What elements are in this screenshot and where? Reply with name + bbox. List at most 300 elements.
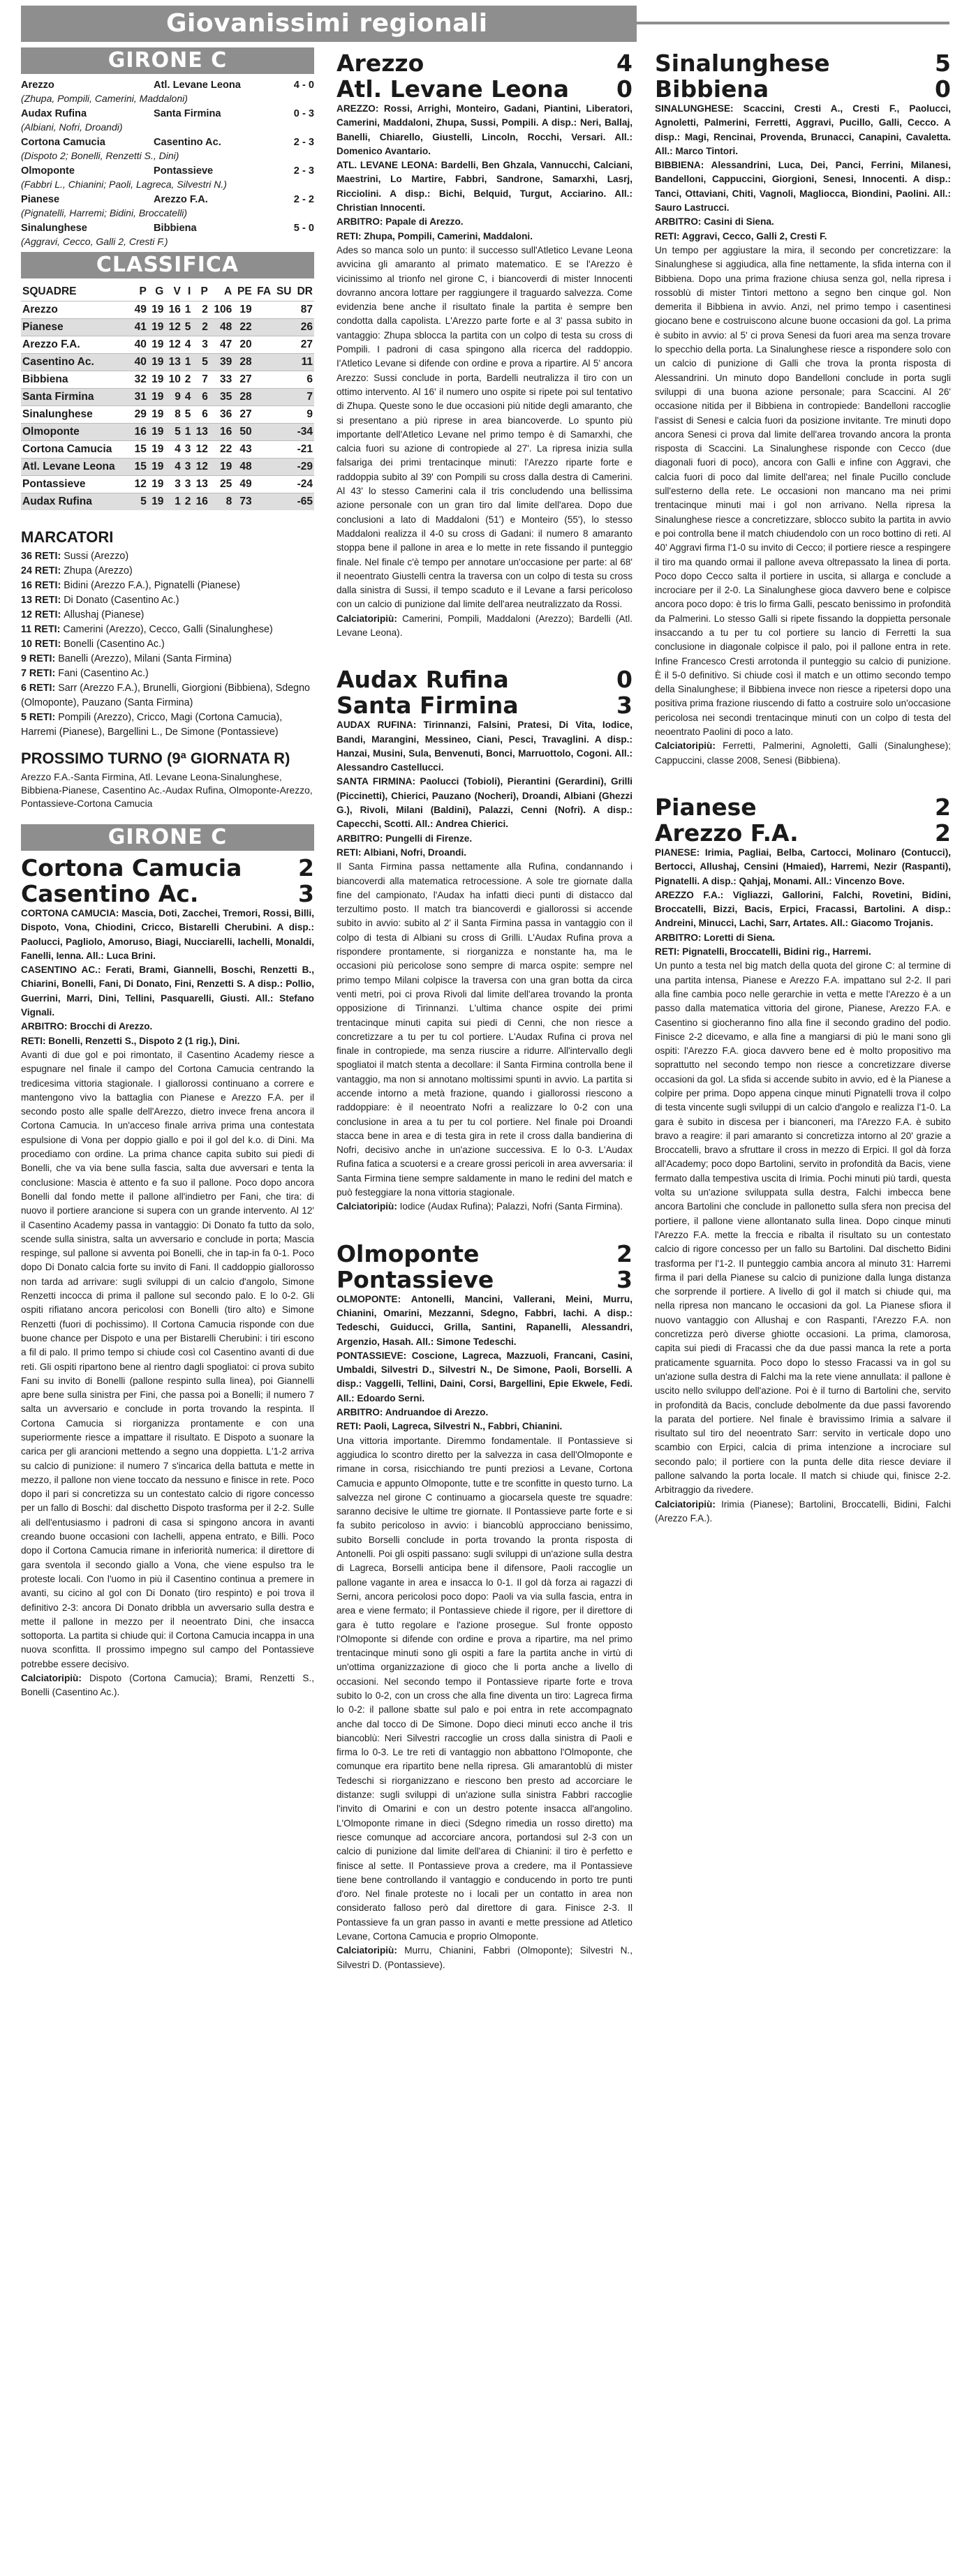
- marcatori-item: [21, 667, 314, 681]
- match-report: [21, 855, 314, 1700]
- classifica-cell: 48: [209, 318, 233, 336]
- match-home-team: Cortona Camucia: [21, 855, 242, 881]
- match-header: [655, 50, 951, 102]
- classifica-col-header: I: [188, 285, 191, 297]
- classifica-cell: 12: [192, 458, 209, 475]
- match-calciatori: [21, 1672, 314, 1700]
- classifica-cell: 12: [165, 318, 182, 336]
- classifica-cell: Arezzo: [21, 301, 131, 318]
- calciatori-label: Calciatoripiù:: [336, 1945, 405, 1956]
- marcatori-names: Di Donato (Casentino Ac.): [64, 595, 179, 606]
- classifica-col-header: FA: [257, 285, 272, 297]
- classifica-col-header: A: [224, 285, 232, 297]
- match-gap: [336, 640, 633, 664]
- classifica-cell: 27: [233, 371, 253, 388]
- classifica-cell: Arezzo F.A.: [21, 336, 131, 353]
- lineup-label: AREZZO:: [336, 103, 384, 114]
- match-home-team: Olmoponte: [336, 1240, 480, 1267]
- match-away-team: Casentino Ac.: [21, 881, 199, 907]
- classifica-cell: 6: [192, 405, 209, 423]
- classifica-col-header: SU: [276, 285, 292, 297]
- match-home-score: 2: [935, 793, 951, 821]
- marcatori-reti: 36 RETI:: [21, 551, 64, 562]
- classifica-cell: 2: [182, 371, 193, 388]
- result-scorers: (Aggravi, Cecco, Galli 2, Cresti F.): [21, 236, 168, 247]
- classifica-cell: 16: [131, 423, 147, 440]
- classifica-cell: 19: [209, 458, 233, 475]
- classifica-cell: 19: [148, 353, 165, 371]
- match-lineup: [336, 102, 633, 158]
- match-body: Il Santa Firmina passa nettamente alla Rufina, condannando i biancoverdi alla matematica retrocessione. A sole tre giornate dalla fine del campionato, l'Audax ha infatti dieci punti di distacco dal terzultimo posto. Il match tra biancoverdi e giallorossi si accende subito in avvio: subito al 2' il Santa Firmina passa in vantaggio con il colpo di testa di Albiani su cross di Grilli. L'Audax Rufina prova a rispondere prontamente, si riorganizza e nonstante ha, ma le occasioni più pericolose sono sempre di marca ospite: sempre nel primo tempo Milani colpisce la traversa con una gran botta da circa venti metri, poi ci prova Rivoli dal limite dell'area trovando la pronta opposizione di Tirinnanzi. L'ultima chance ospite dei primi trentacinque minuti capita sui piedi di Cenni, che non riesce a concretizzare a tu per tu col portiere. L'Audax Rufina ci prova nel finale in contropiede, ma senza riuscire a ridurre. All'intervallo degli spogliatoi il match stenta a decollare: il Santa Firmina controlla bene il vantaggio, ma non si annotano moltissimi spunti in avvio. La partita si accende intorno a metà frazione, quando i giallorossi riescono a raddoppiare: è il neoentrato Nofri a realizzare lo 0-2 con una conclusione in area a tu per tu col portiere. Nel finale poi Droandi stacca bene in area e di testa gira in rete il cross dalla bandierina di Nofri, decisivo anche in un'azione successiva. E lo 0-3. L'Audax Rufina fatica a scuotersi e a creare grossi pericoli in area avversaria: il Santa Firmina tiene sempre saldamente in mano le redini del match e può festeggiare la nona vittoria stagionale.: [336, 861, 633, 1198]
- match-away-team: Pontassieve: [336, 1266, 494, 1293]
- result-home: Arezzo: [21, 80, 54, 91]
- classifica-cell: 19: [148, 318, 165, 336]
- classifica-col-header: G: [155, 285, 164, 297]
- lineup-label: RETI:: [655, 230, 682, 241]
- marcatori-reti: 9 RETI:: [21, 653, 59, 664]
- lineup-text: Andruandoe di Arezzo.: [385, 1407, 489, 1418]
- match-calciatori: [336, 612, 633, 641]
- classifica-cell: 16: [165, 301, 182, 318]
- classifica-row: [21, 440, 314, 458]
- classifica-row: [21, 336, 314, 353]
- marcatori-names: Allushaj (Pianese): [64, 609, 145, 620]
- classifica-col-header: PE: [237, 285, 252, 297]
- classifica-cell: 12: [165, 336, 182, 353]
- lineup-text: Brocchi di Arezzo.: [70, 1021, 153, 1032]
- match-away-score: 0: [616, 75, 633, 103]
- match-lineup: [336, 832, 633, 846]
- lineup-label: RETI:: [655, 946, 683, 958]
- classifica-cell: 39: [209, 353, 233, 371]
- marcatori-item: [21, 564, 314, 579]
- match-lineup: [21, 907, 314, 963]
- classifica-cell: 7: [192, 371, 209, 388]
- classifica-cell: 49: [233, 475, 253, 493]
- match-lineup: [655, 215, 951, 229]
- match-lineup: [336, 230, 633, 244]
- match-away-row: [655, 820, 951, 846]
- classifica-cell: 3: [182, 475, 193, 493]
- result-away: Casentino Ac.: [154, 137, 221, 148]
- classifica-cell: 1: [182, 301, 193, 318]
- calciatori-text: Murru, Chianini, Fabbri (Olmoponte); Silvestri N., Silvestri D. (Pontassieve).: [336, 1945, 633, 1970]
- lineup-text: Albiani, Nofri, Droandi.: [363, 847, 467, 858]
- match-home-score: 5: [935, 50, 951, 77]
- marcatori-reti: 6 RETI:: [21, 683, 59, 694]
- classifica-cell: 29: [131, 405, 147, 423]
- classifica-row: [21, 405, 314, 423]
- classifica-cell: 12: [131, 475, 147, 493]
- classifica-cell: 19: [148, 336, 165, 353]
- classifica-cell: 40: [131, 336, 147, 353]
- lineup-text: Irimia, Pagliai, Belba, Cartocci, Molinaro (Contucci), Bertocci, Allushaj, Censini (Hmaied), Harremi, Nezir (Raspanti), Pignatelli. A disp.: Qahjaj, Monami. All.: Vincenzo Bove.: [655, 847, 951, 886]
- calciatori-label: Calciatoripiù:: [655, 740, 723, 752]
- column-left: [21, 47, 314, 2560]
- classifica-row: [21, 301, 314, 318]
- marcatori-names: Bidini (Arezzo F.A.), Pignatelli (Pianese): [64, 580, 240, 591]
- lineup-label: RETI:: [21, 1035, 49, 1046]
- marcatori-item: [21, 681, 314, 710]
- marcatori-reti: 7 RETI:: [21, 668, 59, 679]
- lineup-label: ATL. LEVANE LEONA:: [336, 160, 441, 171]
- classifica-cell: Sinalunghese: [21, 405, 131, 423]
- match-lineup: [655, 931, 951, 945]
- match-lineup: [336, 215, 633, 229]
- match-lineup: [655, 158, 951, 215]
- classifica-cell: 50: [233, 423, 253, 440]
- match-lineup: [655, 230, 951, 244]
- result-away: Bibbiena: [154, 223, 197, 234]
- calciatori-label: Calciatoripiù:: [655, 1498, 722, 1510]
- match-home-score: 0: [616, 666, 633, 694]
- lineup-label: RETI:: [336, 1421, 364, 1432]
- classifica-cell: 9: [165, 388, 182, 405]
- classifica-cell: 22: [233, 318, 253, 336]
- marcatori-names: Zhupa (Arezzo): [64, 565, 133, 576]
- lineup-label: CASENTINO AC.:: [21, 965, 106, 976]
- lineup-label: ARBITRO:: [655, 932, 704, 943]
- marcatori-list: [21, 549, 314, 740]
- result-row: [21, 107, 314, 121]
- classifica-header-row: [21, 283, 314, 301]
- match-away-team: Santa Firmina: [336, 692, 519, 719]
- match-lineup: [655, 945, 951, 959]
- lineup-text: Papale di Arezzo.: [385, 216, 464, 228]
- lineup-text: Aggravi, Cecco, Galli 2, Cresti F.: [681, 230, 827, 241]
- match-away-score: 0: [935, 75, 951, 103]
- match-away-score: 3: [616, 1265, 633, 1293]
- lineup-label: ARBITRO:: [655, 216, 704, 228]
- marcatori-names: Bonelli (Casentino Ac.): [64, 639, 165, 650]
- classifica-cell: 19: [233, 301, 253, 318]
- classifica-cell: -65: [253, 493, 314, 510]
- match-home-score: 2: [616, 1239, 633, 1267]
- match-calciatori: [336, 1200, 633, 1214]
- classifica-cell: 19: [148, 423, 165, 440]
- classifica-cell: 2: [192, 301, 209, 318]
- result-score: 2 - 3: [293, 165, 314, 177]
- column-right: [655, 47, 951, 2560]
- match-article: [336, 1293, 633, 1972]
- match-lineup: [336, 846, 633, 860]
- match-home-team: Arezzo: [336, 50, 424, 76]
- match-home-row: [336, 667, 633, 692]
- calciatori-text: Dispoto (Cortona Camucia); Brami, Renzetti S., Bonelli (Casentino Ac.).: [21, 1673, 314, 1698]
- marcatori-item: [21, 579, 314, 593]
- classifica-cell: Audax Rufina: [21, 493, 131, 510]
- prossimo-turno-text: Arezzo F.A.-Santa Firmina, Atl. Levane Leona-Sinalunghese, Bibbiena-Pianese, Casentino Ac.-Audax Rufina, Olmoponte-Arezzo, Pontassieve-Cortona Camucia: [21, 771, 313, 809]
- classifica-cell: 19: [148, 388, 165, 405]
- classifica-cell: 43: [233, 440, 253, 458]
- classifica-cell: 32: [131, 371, 147, 388]
- result-score: 2 - 3: [293, 137, 314, 148]
- classifica-cell: 3: [182, 458, 193, 475]
- classifica-cell: -29: [253, 458, 314, 475]
- lineup-text: Loretti di Siena.: [704, 932, 776, 943]
- classifica-cell: 35: [209, 388, 233, 405]
- girone-header-2: GIRONE C: [21, 824, 314, 851]
- result-score: 0 - 3: [293, 108, 314, 119]
- classifica-col-header: P: [139, 285, 147, 297]
- column-middle: [336, 47, 633, 2560]
- result-score: 5 - 0: [293, 223, 314, 234]
- classifica-cell: 19: [148, 440, 165, 458]
- marcatori-item: [21, 593, 314, 608]
- match-gap: [336, 1214, 633, 1238]
- match-home-row: [336, 1241, 633, 1267]
- match-body: Ades so manca solo un punto: il successo sull'Atletico Levane Leona avvicina gli amaranto al primato matematico. E se l'Arezzo è vicinissimo al trionfo nel girone C, i biancoverdi di mister Innocenti dovranno ancora lottare per raggiungere il traguardo salvezza. Come evidenzia bene anche il risultato finale la partita è sempre ben condotta dalla capolista. L'Arezzo parte forte e al 3' passa subito in vantaggio: Zhupa sblocca la partita con un colpo di testa su cross di Pompili. I padroni di casa spingono alla ricerca del raddoppio. I'Atletico Levane si difende con ordine e prova a ripartire. Al 5' ancora Arezzo: Sussi conclude in porta, Bardelli neutralizza il tiro con un ottimo intervento. Al 16' il numero uno ospite si ripete poi sul tentativo di Zhupa. Queste sono le due occasioni più nitide degli amaranto, che si presentano a più riprese in area biancoverde. Lo spunto più importante dell'Atletico Levane nel primo tempo è di Samarxhi, che calcia fuori su azione di contropiede al 27'. La ripresa inizia sulla falsariga dei primi trentacinque minuti: l'Arezzo riparte forte e raddoppia subito al 39' con Pompili su cross dalla destra di Camerini. Al 43' lo stesso Camerini cala il tris concludendo una bellissima azione personale con un gran tiro dal limite dell'area. Dopo due conclusioni a lato di Maddaloni (51') e Monteiro (55'), lo stesso Maddaloni realizza il 4-0 su cross di Gadani: il numero 8 amaranto stoppa bene il pallone in area e lo mette in rete fissando il punteggio finale. Nel finale c'è tempo per annotare un'occasione per parte: al 68' il neoentrato Giustelli centra la traversa con un colpo di testa su cross dalla sinistra di Sussi, il tempo scaduto e il Levane a farsi pericoloso con un calcio di punizione dal limite dell'area neutralizzato da Rossi.: [336, 244, 633, 610]
- marcatori-reti: 12 RETI:: [21, 609, 64, 620]
- match-away-row: [336, 1267, 633, 1293]
- match-article: [655, 846, 951, 1526]
- match-article: [336, 102, 633, 640]
- result-home: Cortona Camucia: [21, 137, 105, 148]
- match-away-team: Bibbiena: [655, 76, 769, 102]
- page-banner: Giovanissimi regionali: [21, 6, 637, 42]
- classifica-cell: -34: [253, 423, 314, 440]
- classifica-col-header: V: [173, 285, 181, 297]
- result-row: [21, 193, 314, 207]
- result-scorers: (Pignatelli, Harremi; Bidini, Broccatelli): [21, 207, 188, 218]
- classifica-col-header: P: [200, 285, 208, 297]
- classifica-cell: 5: [182, 318, 193, 336]
- marcatori-title: MARCATORI: [21, 528, 114, 546]
- classifica-cell: 1: [165, 493, 182, 510]
- result-scorers: (Fabbri L., Chianini; Paoli, Lagreca, Silvestri N.): [21, 179, 227, 190]
- lineup-text: Rossi, Arrighi, Monteiro, Gadani, Piantini, Liberatori, Camerini, Maddaloni, Zhupa, Sussi, Pompili. A disp.: Neri, Ballaj, Banelli, Chiarello, Giustelli, Lincoln, Rocchi, Versari. All.: Domenico Avantario.: [336, 103, 633, 156]
- result-home: Audax Rufina: [21, 108, 87, 119]
- classifica-cell: 106: [209, 301, 233, 318]
- classifica-cell: Olmoponte: [21, 423, 131, 440]
- classifica-cell: 47: [209, 336, 233, 353]
- match-header: [655, 794, 951, 846]
- classifica-cell: Santa Firmina: [21, 388, 131, 405]
- classifica-cell: 15: [131, 440, 147, 458]
- prossimo-turno-title: PROSSIMO TURNO (9ª GIORNATA R): [21, 750, 290, 767]
- lineup-label: OLMOPONTE:: [336, 1293, 411, 1304]
- marcatori-names: Fani (Casentino Ac.): [58, 668, 149, 679]
- lineup-label: CORTONA CAMUCIA:: [21, 908, 122, 918]
- marcatori-item: [21, 710, 314, 740]
- lineup-label: RETI:: [336, 847, 364, 858]
- result-row: [21, 135, 314, 149]
- result-scorers: (Zhupa, Pompili, Camerini, Maddaloni): [21, 93, 188, 104]
- classifica-cell: 9: [253, 405, 314, 423]
- result-row: [21, 164, 314, 178]
- classifica-cell: Pianese: [21, 318, 131, 336]
- lineup-label: ARBITRO:: [336, 1407, 385, 1418]
- banner-rule: [637, 22, 949, 24]
- match-lineup: [336, 775, 633, 831]
- classifica-row: [21, 475, 314, 493]
- match-lineup: [336, 1293, 633, 1349]
- lineup-text: Pignatelli, Broccatelli, Bidini rig., Harremi.: [682, 946, 871, 958]
- classifica-cell: 5: [182, 405, 193, 423]
- marcatori-item: [21, 652, 314, 667]
- result-home: Pianese: [21, 194, 60, 205]
- lineup-text: Ferati, Brami, Giannelli, Boschi, Renzetti B., Chiarini, Bonelli, Fani, Di Donato, Fini, Renzetti S. A disp.: Pollio, Guerrini, Marri, Dini, Tellini, Pasquarelli, Giusti. All.: Stefano Vignali.: [21, 965, 314, 1018]
- marcatori-reti: 11 RETI:: [21, 624, 64, 635]
- classifica-cell: 19: [148, 493, 165, 510]
- match-article: [21, 907, 314, 1700]
- classifica-cell: 12: [192, 440, 209, 458]
- marcatori-item: [21, 608, 314, 623]
- calciatori-label: Calciatoripiù:: [336, 613, 403, 624]
- classifica-cell: 49: [131, 301, 147, 318]
- match-home-row: [336, 50, 633, 76]
- classifica-cell: 19: [148, 475, 165, 493]
- classifica-cell: 1: [182, 353, 193, 371]
- classifica-cell: 28: [233, 388, 253, 405]
- match-away-score: 3: [616, 692, 633, 720]
- match-header: [336, 667, 633, 718]
- result-scorers: (Dispoto 2; Bonelli, Renzetti S., Dini): [21, 150, 179, 161]
- lineup-label: SANTA FIRMINA:: [336, 776, 420, 787]
- match-header: [336, 50, 633, 102]
- classifica-cell: 87: [253, 301, 314, 318]
- match-home-row: [21, 855, 314, 881]
- classifica-row: [21, 318, 314, 336]
- marcatori-reti: 16 RETI:: [21, 580, 64, 591]
- lineup-text: Antonelli, Mancini, Vallerani, Meini, Murru, Chianini, Omarini, Mezzanni, Sdegno, Fabbri, Iachi. A disp.: Tedeschi, Guiducci, Grilla, Santini, Rapanelli, Alessandri, Argenzio, Hasah. All.: Simone Tedeschi.: [336, 1293, 633, 1347]
- match-lineup: [655, 102, 951, 158]
- classifica-cell: 2: [192, 318, 209, 336]
- match-home-team: Audax Rufina: [336, 667, 509, 693]
- match-lineup: [21, 1034, 314, 1048]
- match-away-row: [21, 881, 314, 907]
- classifica-cell: 4: [165, 458, 182, 475]
- match-lineup: [336, 718, 633, 775]
- classifica-row: [21, 493, 314, 510]
- marcatori-names: Sarr (Arezzo F.A.), Brunelli, Giorgioni (Bibbiena), Sdegno (Olmoponte), Pauzano (Santa Firmina): [21, 683, 310, 708]
- classifica-cell: 33: [209, 371, 233, 388]
- classifica-cell: 48: [233, 458, 253, 475]
- classifica-row: [21, 353, 314, 371]
- lineup-text: Pungelli di Firenze.: [385, 833, 473, 844]
- classifica-cell: 19: [148, 405, 165, 423]
- lineup-label: BIBBIENA:: [655, 160, 711, 171]
- match-lineup: [336, 1349, 633, 1406]
- classifica-cell: 28: [233, 353, 253, 371]
- match-home-row: [655, 794, 951, 820]
- classifica-header: CLASSIFICA: [21, 252, 314, 278]
- result-row: [21, 78, 314, 92]
- result-home: Olmoponte: [21, 165, 75, 177]
- classifica-cell: 25: [209, 475, 233, 493]
- classifica-cell: Bibbiena: [21, 371, 131, 388]
- match-article: [655, 102, 951, 768]
- result-away: Atl. Levane Leona: [154, 80, 241, 91]
- classifica-cell: 4: [182, 336, 193, 353]
- match-gap: [655, 768, 951, 791]
- lineup-text: Scaccini, Cresti A., Cresti F., Paolucci, Agnoletti, Palmerini, Ferretti, Aggravi, Pucillo, Galli, Cecco. A disp.: Magi, Rencinai, Provenda, Brunacci, Canapini, Cavaletta. All.: Marco Tintori.: [655, 103, 951, 156]
- marcatori-reti: 10 RETI:: [21, 639, 64, 650]
- result-away: Santa Firmina: [154, 108, 221, 119]
- marcatori-names: Sussi (Arezzo): [64, 551, 129, 562]
- match-calciatori: [336, 1944, 633, 1972]
- classifica-cell: 4: [165, 440, 182, 458]
- marcatori-names: Banelli (Arezzo), Milani (Santa Firmina): [58, 653, 232, 664]
- classifica-cell: 40: [131, 353, 147, 371]
- result-away: Pontassieve: [154, 165, 214, 177]
- result-row: [21, 221, 314, 235]
- lineup-text: Coscione, Lagreca, Mazzuoli, Francani, Casini, Umbaldi, Silvestri D., Silvestri N., De Simone, Paoli, Borselli. A disp.: Vaggelli, Tellini, Daini, Corsi, Bargellini, Epie Ekwele, Fedi. All.: Edoardo Serni.: [336, 1350, 633, 1404]
- lineup-text: Bardelli, Ben Ghzala, Vannucchi, Calciani, Maestrini, Lo Martire, Fabbri, Sandrone, Samarxhi, Lasrj, Ricciolini. A disp.: Bichi, Belquid, Turgut, Acciarino. All.: Christian Innocenti.: [336, 160, 633, 214]
- lineup-text: Paoli, Lagreca, Silvestri N., Fabbri, Chianini.: [364, 1421, 563, 1432]
- lineup-label: ARBITRO:: [21, 1021, 71, 1032]
- match-body: Una vittoria importante. Diremmo fondamentale. Il Pontassieve si aggiudica lo scontro diretto per la salvezza in casa dell'Olmoponte e rimane in corsa, risicchiando tre punti preziosi a Levane, Cortona Camucia e appunto Olmoponte, tutte e tre sconfitte in questo turno. La salvezza nel girone C continuamo a giocarsela queste tre squadre: saranno decisive le ultime tre giornate. Il Pontassieve parte forte e si fa subito pericoloso in avvio: i biancoblù approcciano benissimo, subito Borselli conclude in porta trovando la pronta risposta di Antonelli. Poi gli ospiti passano: sugli sviluppi di un'azione sulla destra di Lagreca, Borselli anticipa bene il difensore, Paoli raccoglie un pallone vagante in area e insacca lo 0-1. Il gol dà forza ai ragazzi di Serni, ancora pericolosi poco dopo: Paoli va via sulla fascia, entra in area e viene fermato; il Pontassieve chiede il rigore, per il direttore di gara è tutto regolare e l'azione prosegue. Sul fronte opposto l'Olmoponte si difende con ordine e prova a ripartire, ma nel primo trentacinque minuti sono gli ospiti a fare la partita anche in virtù di un'ottima organizzazione di gioco che li porta anche a livello di occasioni. Nel secondo tempo il Pontassieve riparte forte e trova subito lo 0-2, con un cross che alla fine diventa un tiro: Lagreca firma lo 0-2: il pallone sbatte sul palo e poi entra in rete accompagnato anche dal tocco di De Simone. Dopo dieci minuti ecco anche il tris biancoblù: Neri Silvestri raccoglie un cross dalla sinistra di Paoli e firma lo 0-3. Le tre reti di vantaggio non abbattono l'Olmoponte, che comunque era ripartito bene nella ripresa. Gli amarantoblù di mister Tedeschi si riorganizzano e riescono ben presto ad accorciare le distanze: sugli sviluppi di un'azione sulla sinistra Fabbri raccoglie l'invito di Omarini e con un destro potente insacca all'angolino. L'Olmoponte rimane in dieci (Sdegno rimedia un rosso diretto) ma riesce comunque ad accorciare ancora, portandosi sul 2-3 con un calcio di punizione dal limite dell'area di Chianini: il tiro è perfetto e finisce al sette. Il Pontassieve prova a credere, ma il Pontassieve tiene bene controllando il vantaggio e conducendo in porto tre punti d'oro. Nel finale proteste no i locali per un contatto in area non considerato falloso però dal direttore di gara. Finisce 2-3. Il Pontassieve fa un gran passo in avanti e mette pressione ad Atletico Levane, Cortona Camucia e proprio Olmoponte.: [336, 1435, 633, 1942]
- lineup-label: PIANESE:: [655, 847, 705, 858]
- classifica-cell: 5: [165, 423, 182, 440]
- calciatori-text: Ferretti, Palmerini, Agnoletti, Galli (Sinalunghese); Cappuccini, classe 2008, Senesi (Bibbiena).: [655, 740, 951, 766]
- classifica-cell: 5: [131, 493, 147, 510]
- marcatori-item: [21, 637, 314, 652]
- match-away-row: [336, 692, 633, 718]
- classifica-cell: 19: [148, 301, 165, 318]
- match-body: Un punto a testa nel big match della quota del girone C: al termine di una partita intensa, Pianese e Arezzo F.A. impattano sul 2-2. Il pari alla fine cambia poco nelle gerarchie in vetta e mette l'Arezzo è a un passo dalla matematica vittoria del girone, Pianese, Arezzo F.A. e Casentino si giocheranno fino alla fine il secondo gradino del podio. Finisce 2-2 dicevamo, e alla fine a mangiarsi di più le mani sono gli ospiti: l'Arezzo F.A. gioca davvero bene ed è molto propositivo ma soprattutto nel secondo tempo non riesce a concretizzare diverse occasioni da gol. La sfida si accende subito in avvio, ed è la Pianese a colpire per prima. Dopo appena cinque minuti Pignatelli trova il colpo di testa vincente sugli sviluppi di un calcio d'angolo e realizza l'1-0. La gara è subito in discesa per i bianconeri, ma l'Arezzo F.A. è subito bravo a reagire: il pari amaranto si concretizza intorno al 20' grazie a Broccatelli, bravo a sfruttare il cross in mezzo di Erpici. Il gol dà forza all'Academy; poco dopo Bartolini, servito in profondità da Bacis, viene fermato dalla tempestiva uscita di Irimia. Pochi minuti più tardi, questa volta su un'azione sviluppata sulla destra, Falchi imbecca bene ancora Bartolini che conclude in pallonetto sulla sfera non precisa del portiere, il pallone viene allontanato sulla linea. Dopo cinque minuti l'Arezzo F.A. mette la freccia e ribalta il risultato su un contestato calcio di rigore concesso per un fallo su Bartolini. Dal dischetto Bidini trasforma per l'1-2. Il punteggio cambia ancora al minuto 31: Harremi firma il pari della Pianese su calcio di punizione dalla lunga distanza che sorprende il portiere. A livello di gol il match si chiude qui, ma nella ripresa non mancano le occasioni da gol. La Pianese sfiora il nuovo vantaggio con Allushaj e con Raspanti, l'Arezzo F.A. non concretizza però diverse ghiotte occasioni. La prima, clamorosa, capita sui piedi di Fracassi che da due passi manca la rete a porta praticamente sguarnita. Poco dopo lo stesso Fracassi va in gol su un'azione sulla destra di Falchi ma la rete viene annullata: il pallone è uscito nello sviluppo dell'azione. Poi è il turno di Bartolini che, servito in profondità da Bacis, conclude debolmente da due passi favorendo la parata del portiere. Nel finale è bravissimo Irimia a salvare il risultato sul tiro del neoentrato Sarr: servito in verticale dopo uno scambio con Erpici, calcia di prima intenzione a incrociare sul secondo palo; il portiere con la punta delle dita riesce deviare il pallone salvando la porta locale. Il match si chiude qui, finisce 2-2. Arbitraggio da rivedere.: [655, 960, 951, 1496]
- classifica-cell: 19: [148, 371, 165, 388]
- classifica-cell: 7: [253, 388, 314, 405]
- match-away-score: 3: [298, 880, 314, 907]
- classifica-row: [21, 371, 314, 388]
- classifica-cell: 6: [253, 371, 314, 388]
- classifica-cell: 19: [148, 458, 165, 475]
- classifica-cell: 22: [209, 440, 233, 458]
- match-calciatori: [655, 1498, 951, 1526]
- results-list: [21, 78, 314, 248]
- lineup-text: Zhupa, Pompili, Camerini, Maddaloni.: [364, 230, 533, 241]
- classifica-row: [21, 423, 314, 440]
- classifica-cell: 13: [192, 423, 209, 440]
- classifica-cell: 31: [131, 388, 147, 405]
- girone-header: GIRONE C: [21, 47, 314, 74]
- calciatori-text: Irimia (Pianese); Bartolini, Broccatelli, Bidini, Falchi (Arezzo F.A.).: [655, 1498, 951, 1524]
- calciatori-text: Camerini, Pompili, Maddaloni (Arezzo); Bardelli (Atl. Levane Leona).: [336, 613, 633, 638]
- match-lineup: [655, 888, 951, 931]
- marcatori-item: [21, 549, 314, 564]
- classifica-cell: Atl. Levane Leona: [21, 458, 131, 475]
- result-away: Arezzo F.A.: [154, 194, 208, 205]
- classifica-cell: 2: [182, 493, 193, 510]
- lineup-text: Casini di Siena.: [704, 216, 774, 228]
- marcatori-reti: 24 RETI:: [21, 565, 64, 576]
- calciatori-text: Iodice (Audax Rufina); Palazzi, Nofri (Santa Firmina).: [399, 1201, 623, 1212]
- match-lineup: [336, 158, 633, 215]
- match-home-team: Pianese: [655, 794, 757, 820]
- classifica-cell: 16: [209, 423, 233, 440]
- result-score: 4 - 0: [293, 80, 314, 91]
- classifica-cell: 20: [233, 336, 253, 353]
- marcatori-names: Pompili (Arezzo), Cricco, Magi (Cortona Camucia), Harremi (Pianese), Bargellini L., De Simone (Pontassieve): [21, 712, 283, 738]
- classifica-col-header: DR: [297, 285, 313, 297]
- marcatori-item: [21, 623, 314, 637]
- lineup-text: Paolucci (Tobioli), Pierantini (Gerardini), Grilli (Piccinetti), Chierici, Pauzano (Nocheri), Droandi, Albiani (Ghezzi G.), Rivoli, Milani (Baldini), Palazzi, Cenni (Nofri). A disp.: Capecchi, Scotti. All.: Andrea Chierici.: [336, 776, 633, 830]
- classifica-cell: 4: [182, 388, 193, 405]
- match-calciatori: [655, 739, 951, 768]
- match-body: Un tempo per aggiustare la mira, il secondo per concretizzare: la Sinalunghese si aggiudica, alla fine nettamente, la sfida interna con il Bibbiena. Dopo una prima frazione chiusa senza gol, nella ripresa i rossoblù di mister Tintori mettono a segno ben cinque gol. Non demerita il Bibbiena in avvio. Anzi, nel primo tempo i casentinesi giocano bene e costruiscono alcune buone occasioni da gol. La prima è subito in avvio: al 5' ci prova Senesi da fuori area ma senza trovare lo specchio della porta. La Sinalunghese riesce a rispondere solo con un calcio di punizione di Galli che trova la pronta risposta di Alessandrini. Un minuto dopo Bandelloni conclude in porta sugli sviluppi di una buona azione personale; para Scaccini. Al 26' occasione nitida per il Bibbiena in contropiede: Bandelloni raccoglie l'assist di Senesi e calcia fuori da posizione invitante. Tre minuti dopo ancora Senesi ci prova dal limite dell'area trovando ancora la pronta risposta di Scaccini. La Sinalunghese risponde con Cecco (due diagonali fuori di poco), ancora con Galli e infine con Aggravi, che calcia fuori di poco dal limite dell'area; nel finale Pucillo conclude sull'esterno della rete. Le occasioni non mancano ma nei primi trentacinque minuti mai i gol non arrivano. Nella ripresa la Sinalunghese riesce a concretizzare, sblocco subito la partita in avvio e poi controlla bene il match chiudendolo con un roco bottino di reti. Al 40' Aggravi firma l'1-0 su invito di Cecco; il portiere riesce a respingere il tiro ma quando ormai il pallone aveva oltrepassato la linea di porta. Poco dopo Cecco salta il portiere in uscita, si allarga e conclude a incrociare per il 2-0. La Sinalunghese gioca davvero bene e colpisce ancora poco dopo: è tris lo firma Galli, pescato benissimo in profondità da Palmerini. Lo stesso Galli si ripete fissando la doppietta personale insaccando a tu per tu col portiere su lancio di Ferretti la sua conclusione in diagonale colpisce il palo, poi il pallone entra in rete. Infine Francesco Cresti arrotonda il punteggio su calcio di punizione. È il 5-0 definitivo. Si chiude così il match e un ottimo secondo tempo della Sinalunghese; il Bibbiena invece non riesce a ripetersi dopo una positiva prima frazione riuscendo di fatto a costruire solo un'occasione pericolosa nei secondi trentacinque minuti con un colpo di testa del neoentrato Paolini di poco a lato.: [655, 244, 951, 738]
- classifica-cell: 27: [233, 405, 253, 423]
- classifica-cell: 13: [165, 353, 182, 371]
- lineup-text: Mascia, Doti, Zacchei, Tremori, Rossi, Billi, Dispoto, Vona, Chiodini, Cricco, Bistarelli Cherubini. A disp.: Paolucci, Pagliolo, Amoruso, Biagi, Nucciarelli, Iachelli, Monaldi, Fanelli, Ienna. All.: Luca Brini.: [21, 908, 314, 961]
- classifica-cell: 3: [192, 336, 209, 353]
- classifica-cell: Cortona Camucia: [21, 440, 131, 458]
- marcatori-reti: 13 RETI:: [21, 595, 64, 606]
- classifica-cell: -24: [253, 475, 314, 493]
- classifica-cell: Pontassieve: [21, 475, 131, 493]
- match-lineup: [21, 963, 314, 1020]
- lineup-label: SINALUNGHESE:: [655, 103, 744, 114]
